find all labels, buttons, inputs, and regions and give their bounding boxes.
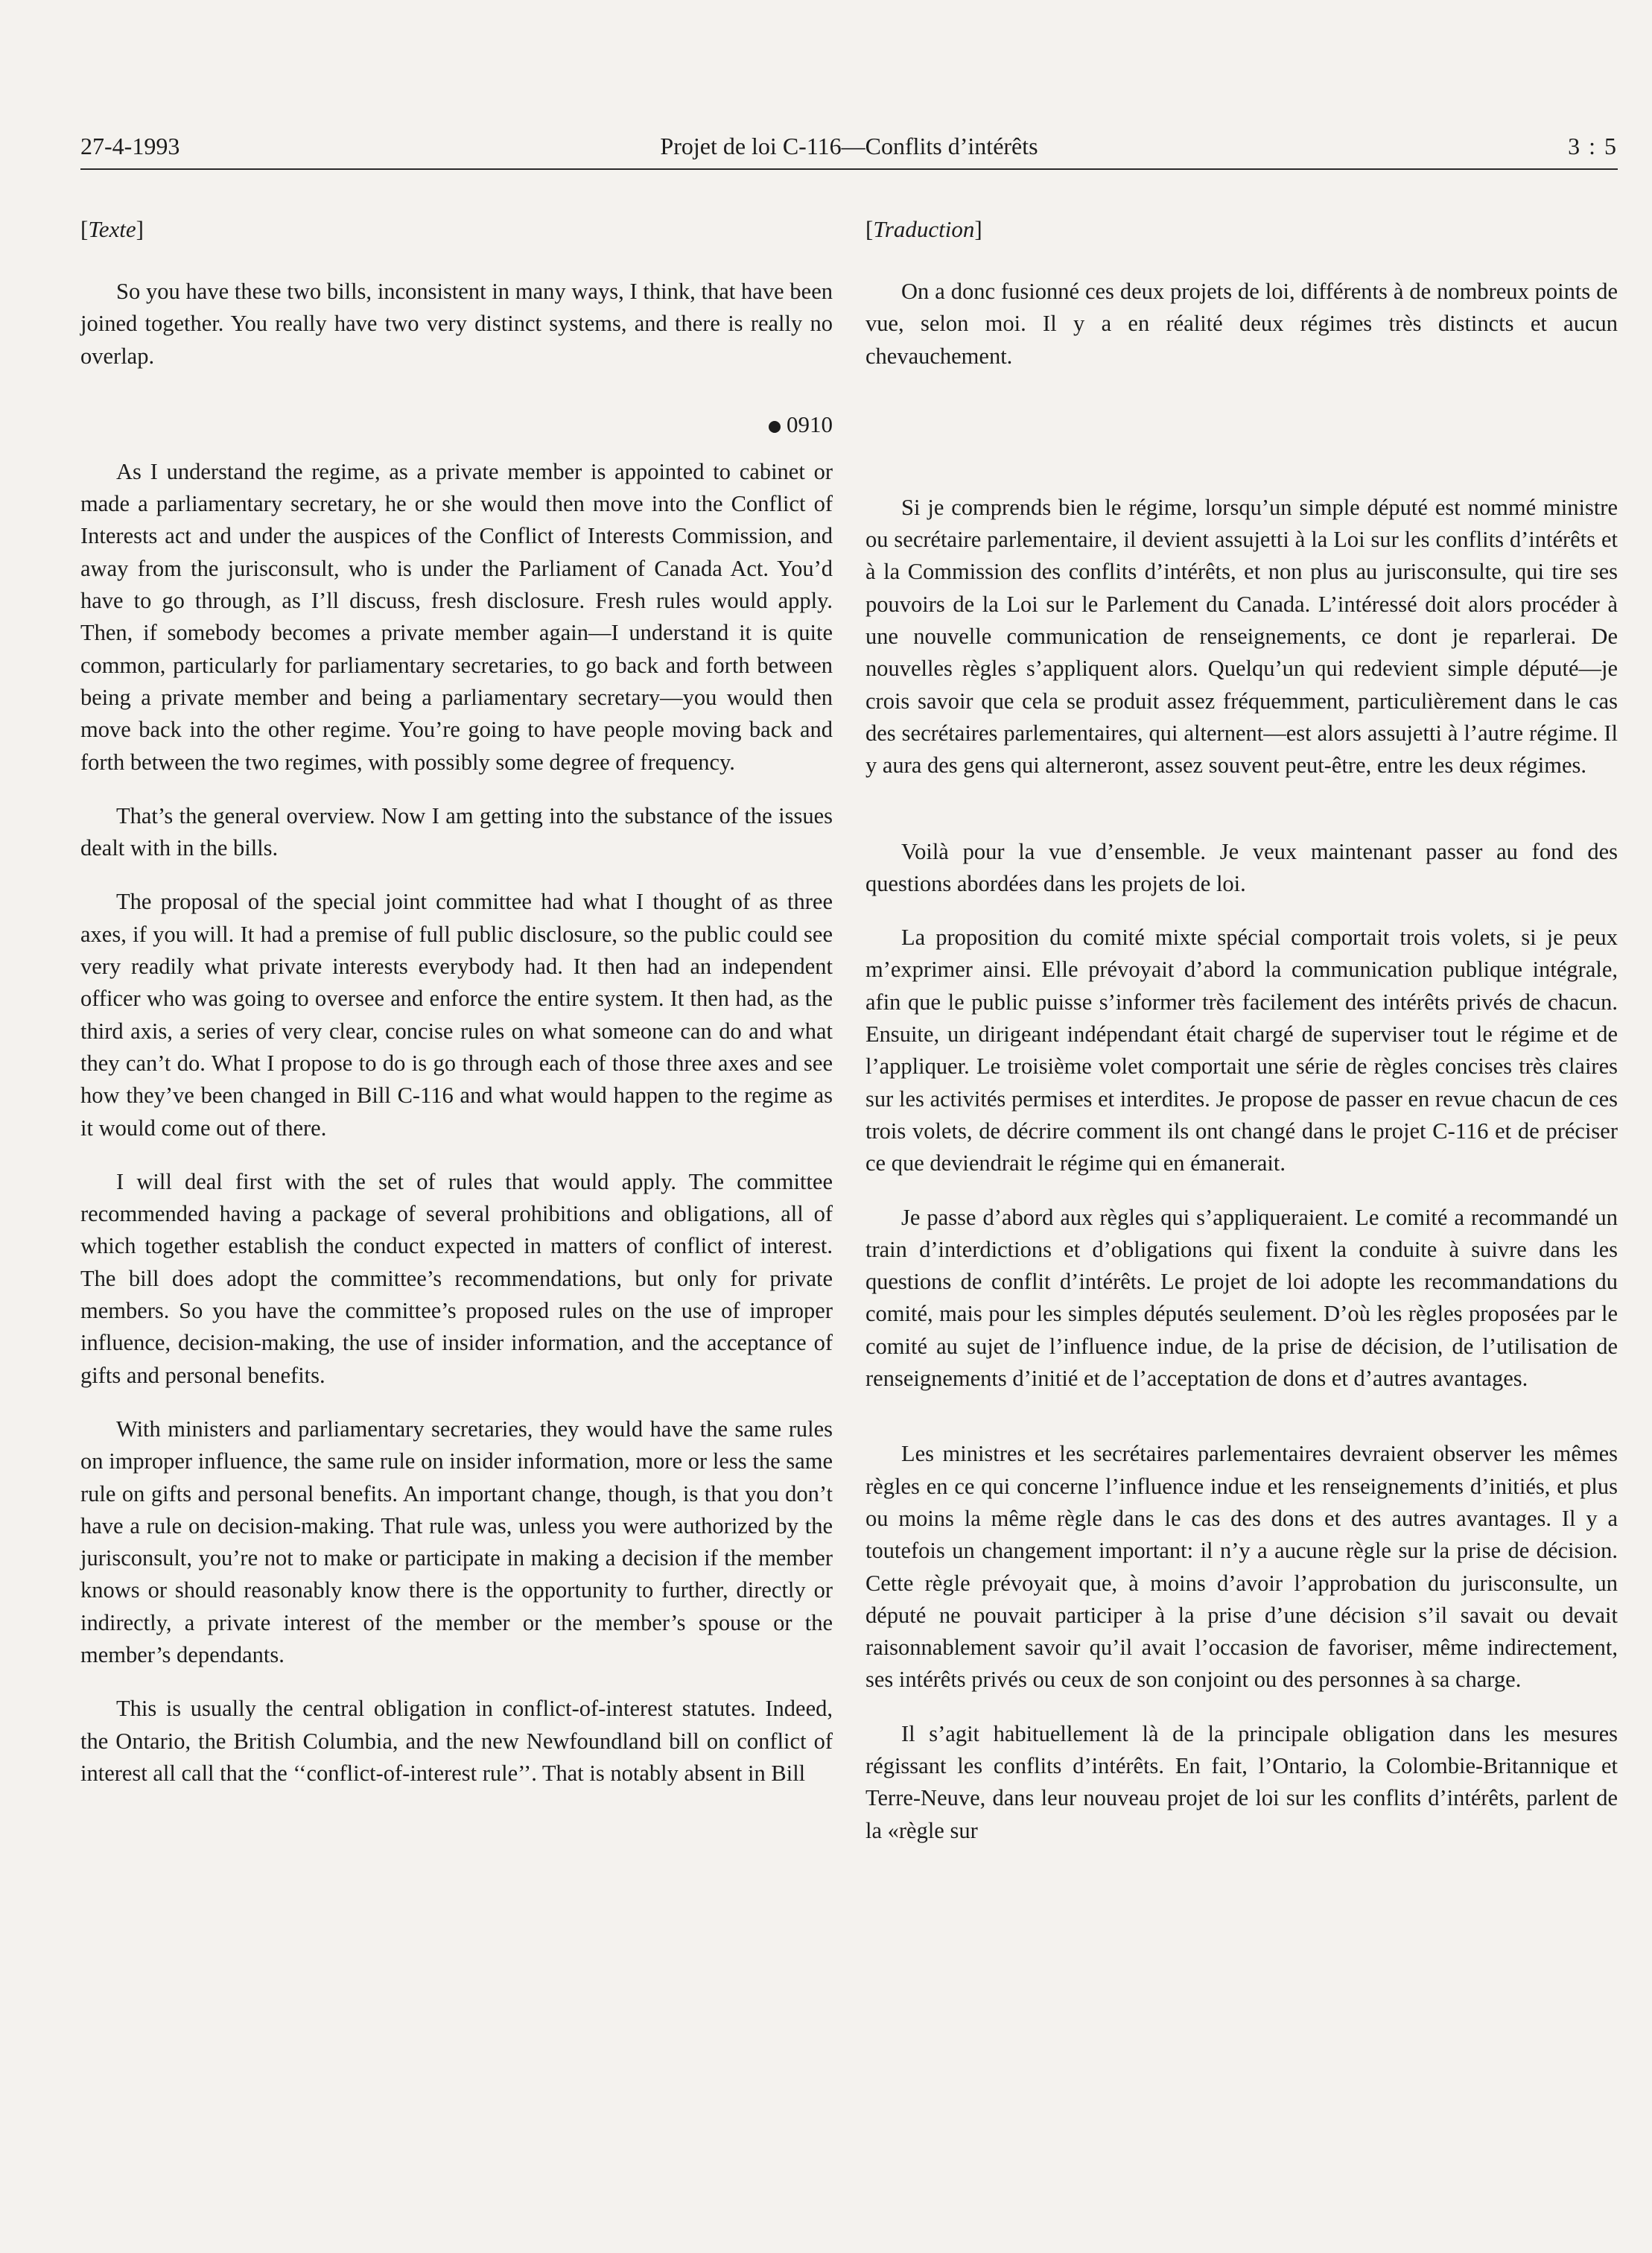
french-paragraph: Voilà pour la vue d’ensemble. Je veux maintenant passer au fond des questions abordées dans les projets de loi. xyxy=(865,838,1618,896)
english-paragraph: I will deal first with the set of rules that would apply. The committee recommended having a package of several prohibitions and obligations, all of which together establish the conduct expected in matters of conflict of interest. The bill does adopt the committee’s recommendations, but only for private members. So you have the committee’s proposed rules on the use of improper influence, decision-making, the use of insider information, and the acceptance of gifts and personal benefits. xyxy=(80,1168,833,1388)
french-paragraph: On a donc fusionné ces deux projets de loi, différents à de nombreux points de vue, selon moi. Il y a en réalité deux régimes très distincts et aucun chevauchement. xyxy=(865,279,1618,369)
time-marker xyxy=(80,411,833,447)
page-header xyxy=(80,127,1618,170)
english-paragraph: So you have these two bills, inconsistent in many ways, I think, that have been joined together. You really have two very distinct systems, and there is really no overlap. xyxy=(80,279,833,369)
time-marker-label: 0910 xyxy=(787,411,833,437)
english-paragraph: The proposal of the special joint committee had what I thought of as three axes, if you will. It had a premise of full public disclosure, so the public could see very readily what private interests everybody had. It then had an independent officer who was going to oversee and enforce the entire system. It then had, as the third axis, a series of very clear, concise rules on what someone can do and what they can’t do. What I propose to do is go through each of those three axes and see how they’ve been changed in Bill C-116 and what would happen to the regime as it would come out of there. xyxy=(80,889,833,1141)
french-paragraph: La proposition du comité mixte spécial comportait trois volets, si je peux m’exprimer ainsi. Elle prévoyait d’abord la communication publique intégrale, afin que le public puisse s’informer très facilement des intérêts privés de chacun. Ensuite, un dirigeant indépendant était chargé de superviser tout le régime et de l’appliquer. Le troisième volet comportait une série de règles concises très claires sur les activités permises et interdites. Je propose de passer en revue chacun de ces trois volets, de décrire comment ils ont changé dans le projet C-116 et de préciser ce que deviendrait le régime qui en émanerait. xyxy=(865,925,1618,1176)
english-paragraph: This is usually the central obligation in conflict-of-interest statutes. Indeed, the Ontario, the British Columbia, and the new Newfoundland bill on conflict of interest all call that the ‘‘conflict-of-interest rule’’. That is notably absent in Bill xyxy=(80,1696,833,1786)
french-paragraph: Les ministres et les secrétaires parlementaires devraient observer les mêmes règles en ce qui concerne l’influence indue et les renseignements d’initiés, et plus ou moins la même règle dans le cas des dons et des autres avantages. Il y a toutefois un changement important: il n’y a aucune règle sur la prise de décision. Cette règle prévoyait que, à moins d’avoir l’approbation du jurisconsulte, un député ne pouvait participer à la prise d’une décision s’il savait ou devait raisonnablement savoir qu’il avait l’occasion de favoriser, même indirectement, ses intérêts privés ou ceux de son conjoint ou des personnes à sa charge. xyxy=(865,1441,1618,1693)
english-paragraph: As I understand the regime, as a private member is appointed to cabinet or made a parliamentary secretary, he or she would then move into the Conflict of Interests act and under the auspices of the Conflict of Interests Commission, and away from the jurisconsult, who is under the Parliament of Canada Act. You’d have to go through, as I’ll discuss, fresh disclosure. Fresh rules would apply. Then, if somebody becomes a private member again—I understand it is quite common, particularly for parliamentary secretaries, to go back and forth between being a private member and being a parliamentary secretary—you would then move back into the other regime. You’re going to have people moving back and forth between the two regimes, with possibly some degree of frequency. xyxy=(80,458,833,775)
header-title: Projet de loi C-116—Conflits d’intérêts xyxy=(660,133,1038,159)
english-section-tag: [Texte] xyxy=(80,216,144,242)
header-date: 27-4-1993 xyxy=(80,133,180,159)
english-tag-label: Texte xyxy=(88,216,136,242)
french-tag-label: Traduction xyxy=(873,216,975,242)
english-paragraph: With ministers and parliamentary secretaries, they would have the same rules on improper influence, the same rule on insider information, more or less the same rule on gifts and personal benefits. An important change, though, is that you don’t have a rule on decision-making. That rule was, unless you were authorized by the jurisconsult, you’re not to make or participate in making a decision if the member knows or should reasonably know there is the opportunity to further, directly or indirectly, a private interest of the member or the member’s spouse or the member’s dependants. xyxy=(80,1416,833,1667)
french-section-tag: [Traduction] xyxy=(865,216,982,242)
french-paragraph: Il s’agit habituellement là de la principale obligation dans les mesures régissant les conflits d’intérêts. En fait, l’Ontario, la Colombie-Britannique et Terre-Neuve, dans leur nouveau projet de loi sur les conflits d’intérêts, parlent de la «règle sur xyxy=(865,1720,1618,1843)
french-column xyxy=(865,216,1618,1847)
french-paragraph: Je passe d’abord aux règles qui s’appliqueraient. Le comité a recommandé un train d’interdictions et d’obligations qui fixent la conduite à suivre dans les questions de conflit d’intérêts. Le projet de loi adopte les recommandations du comité, mais pour les simples députés seulement. D’où les règles proposées par le comité au sujet de l’influence indue, de la prise de décision, de l’utilisation de renseignements d’initié et de l’acceptation de dons et d’autres avantages. xyxy=(865,1204,1618,1392)
english-column xyxy=(80,216,833,1790)
bullet-icon xyxy=(769,421,781,433)
header-page-number: 3 : 5 xyxy=(1568,133,1618,159)
english-paragraph: That’s the general overview. Now I am getting into the substance of the issues dealt with in the bills. xyxy=(80,802,833,861)
french-paragraph: Si je comprends bien le régime, lorsqu’un simple député est nommé ministre ou secrétaire parlementaire, il devient assujetti à la Loi sur les conflits d’intérêts et à la Commission des conflits d’intérêts, et non plus au jurisconsulte, qui tire ses pouvoirs de la Loi sur le Parlement du Canada. L’intéressé doit alors procéder à une nouvelle communication de renseignements, ce dont je reparlerai. De nouvelles règles s’appliquent alors. Quelqu’un qui redevient simple député—je crois savoir que cela se produit assez fréquemment, particulièrement dans le cas des secrétaires parlementaires, qui alternent—est alors assujetti à l’autre régime. Il y aura des gens qui alterneront, assez souvent peut-être, entre les deux régimes. xyxy=(865,494,1618,779)
